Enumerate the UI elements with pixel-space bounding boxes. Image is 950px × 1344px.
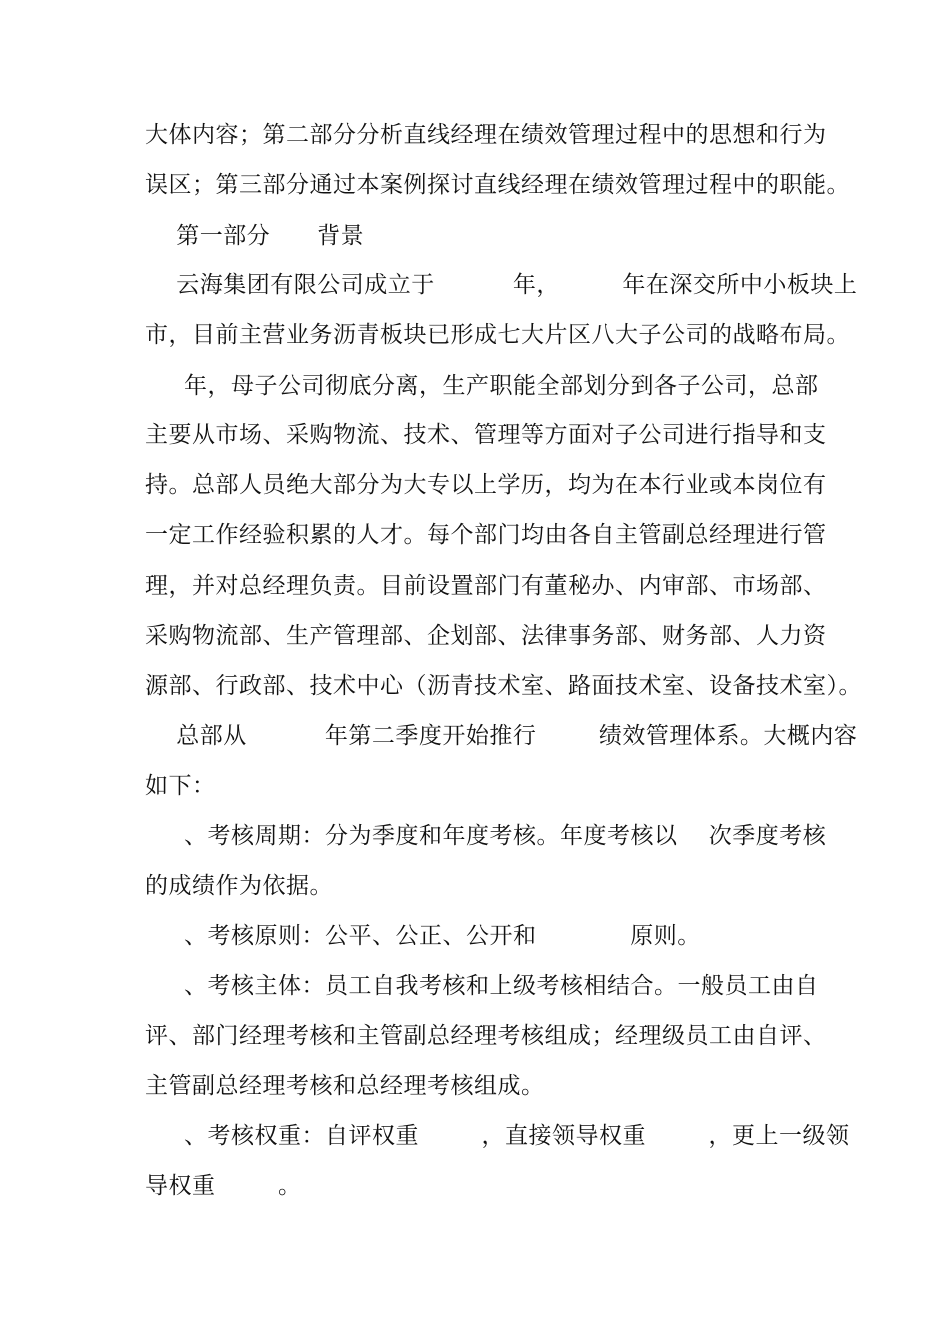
- text-line: 市，目前主营业务沥青板块已形成七大片区八大子公司的战略布局。: [145, 322, 850, 348]
- text-line: 的成绩作为依据。: [145, 873, 333, 899]
- list-item: 、考核周期：分为季度和年度考核。年度考核以 次季度考核: [145, 823, 827, 849]
- text-line: 主管副总经理考核和总经理考核组成。: [145, 1073, 545, 1099]
- list-item: 、考核主体：员工自我考核和上级考核相结合。一般员工由自: [145, 973, 819, 999]
- text-line: 源部、行政部、技术中心（沥青技术室、路面技术室、设备技术室）。: [145, 673, 862, 699]
- text-line: 大体内容；第二部分分析直线经理在绩效管理过程中的思想和行为: [145, 122, 827, 148]
- text-line: 评、部门经理考核和主管副总经理考核组成；经理级员工由自评、: [145, 1023, 827, 1049]
- text-line: 云海集团有限公司成立于 年， 年在深交所中小板块上: [145, 272, 858, 298]
- text-line: 理，并对总经理负责。目前设置部门有董秘办、内审部、市场部、: [145, 573, 827, 599]
- text-line: 总部从 年第二季度开始推行 绩效管理体系。大概内容: [145, 723, 858, 749]
- text-line: 一定工作经验积累的人才。每个部门均由各自主管副总经理进行管: [145, 522, 827, 548]
- list-item: 、考核原则：公平、公正、公开和 原则。: [145, 923, 701, 949]
- text-line: 持。总部人员绝大部分为大专以上学历，均为在本行业或本岗位有: [145, 472, 827, 498]
- section-heading: 第一部分 背景: [145, 223, 365, 249]
- text-line: 采购物流部、生产管理部、企划部、法律事务部、财务部、人力资: [145, 623, 827, 649]
- text-line: 误区；第三部分通过本案例探讨直线经理在绩效管理过程中的职能。: [145, 172, 850, 198]
- text-line: 主要从市场、采购物流、技术、管理等方面对子公司进行指导和支: [145, 422, 827, 448]
- text-line: 年，母子公司彻底分离，生产职能全部划分到各子公司，总部: [145, 373, 819, 399]
- list-item: 、考核权重：自评权重 ，直接领导权重 ，更上一级领: [145, 1123, 850, 1149]
- text-line: 导权重 。: [145, 1173, 302, 1199]
- text-line: 如下：: [145, 773, 216, 799]
